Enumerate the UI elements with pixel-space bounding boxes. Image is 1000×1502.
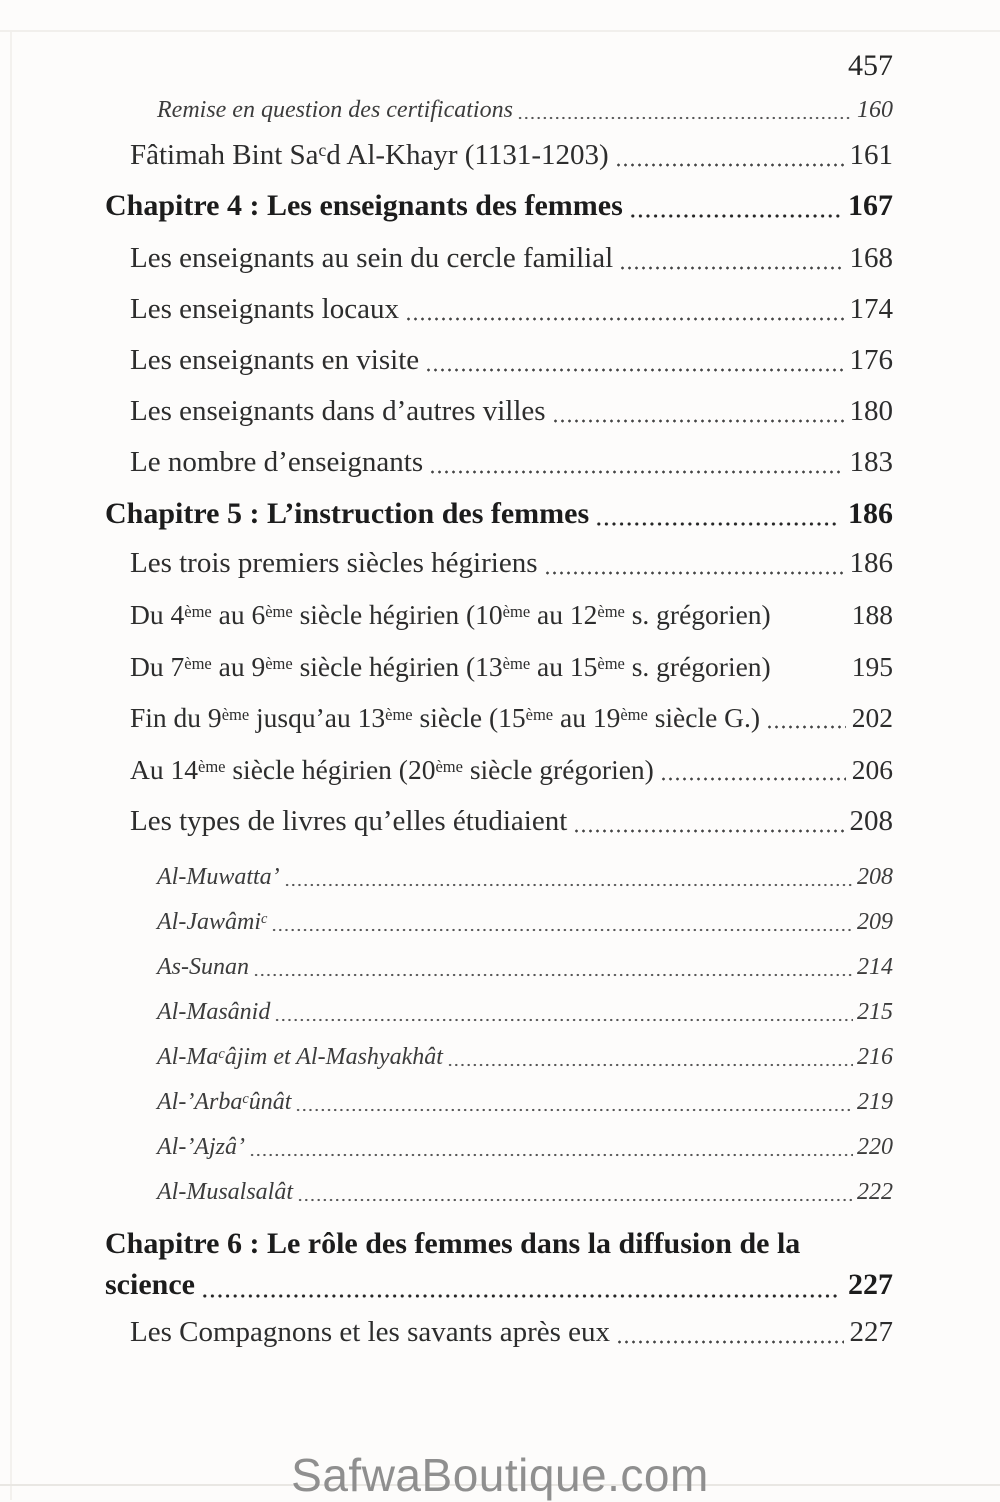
dotted-leader [619, 266, 843, 270]
dotted-leader [297, 1198, 853, 1202]
toc-entry [105, 1042, 893, 1073]
toc-entry-page: 186 [849, 547, 893, 579]
toc-entry-page: 188 [851, 599, 893, 630]
toc-entry-title: Remise en question des certifications [157, 97, 513, 123]
toc-entry-title: Al-’Arba$^c$ûnât [157, 1089, 292, 1115]
dotted-leader [284, 883, 853, 887]
toc-entry-page: 214 [857, 954, 893, 980]
toc-entry-title: Les enseignants dans d’autres villes [130, 395, 546, 427]
dotted-leader [766, 725, 846, 729]
toc-entry-title: Chapitre 4 : Les enseignants des femmes [105, 189, 623, 222]
dotted-leader [573, 829, 843, 833]
toc-entry-page: 222 [857, 1179, 893, 1205]
toc-entry [105, 291, 893, 328]
toc-entry-title: Fâtimah Bint Sa$^c$d Al-Khayr (1131-1203) [130, 139, 609, 171]
toc-entry-page: 174 [849, 293, 893, 325]
toc-entry [105, 342, 893, 379]
toc-entry-page: 176 [849, 344, 893, 376]
toc-entry [105, 803, 893, 840]
dotted-leader [777, 674, 846, 678]
toc-chapter-entry [105, 494, 893, 534]
toc-entry-title: Al-’Ajzâ’ [157, 1134, 245, 1160]
toc-entry-title: Les enseignants au sein du cercle familial [130, 242, 614, 274]
toc-entry-title: Al-Muwatta’ [157, 864, 280, 890]
toc-entry-page: 216 [857, 1044, 893, 1070]
toc-entry [105, 1177, 893, 1208]
toc-entry-title: Al-Musalsalât [157, 1179, 293, 1205]
page-edge-left [10, 32, 12, 1500]
toc-entry-title: As-Sunan [157, 954, 249, 980]
toc-entry-title: Le nombre d’enseignants [130, 446, 424, 478]
toc-entry [105, 862, 893, 893]
toc-entry [105, 997, 893, 1028]
toc-entry-page: 180 [849, 395, 893, 427]
toc-entry [105, 444, 893, 481]
toc-entry-title: Chapitre 5 : L’instruction des femmes [105, 497, 590, 530]
toc-chapter-entry [105, 186, 893, 226]
toc-entry-title: Du 4ème au 6ème siècle hégirien (10ème au 12ème s. grégorien) [130, 599, 771, 630]
toc-entry [105, 1132, 893, 1163]
toc-entry [105, 1087, 893, 1118]
page-edge-top [0, 30, 1000, 32]
toc-entry-title: Les types de livres qu’elles étudiaient [130, 805, 568, 837]
toc-entry-title: Fin du 9ème jusqu’au 13ème siècle (15ème au 19ème siècle G.) [130, 702, 761, 733]
toc-entry-title: Al-Ma$^c$âjim et Al-Mashyakhât [157, 1044, 443, 1070]
toc-entry [105, 751, 893, 788]
toc-entry-title: Les trois premiers siècles hégiriens [130, 547, 538, 579]
toc-entry-page: 160 [857, 97, 893, 123]
toc-entry-page: 208 [849, 805, 893, 837]
toc-entry [105, 648, 893, 685]
toc-entry-title: Les enseignants en visite [130, 344, 420, 376]
dotted-leader [615, 163, 844, 167]
toc-chapter-line2 [105, 1264, 893, 1306]
dotted-leader [295, 1108, 853, 1112]
toc-entry-title: Au 14ème siècle hégirien (20ème siècle grégorien) [130, 754, 654, 785]
toc-entry-page: 219 [857, 1089, 893, 1115]
toc-entry-page: 202 [851, 702, 893, 733]
dotted-leader [405, 317, 844, 321]
dotted-leader [629, 214, 840, 218]
dotted-leader [249, 1153, 853, 1157]
toc-entry-page: 220 [857, 1134, 893, 1160]
toc-entry [105, 1314, 893, 1351]
toc-entry [105, 240, 893, 277]
toc-chapter-line1 [105, 1224, 893, 1264]
dotted-leader [777, 622, 846, 626]
dotted-leader [274, 1018, 853, 1022]
toc-entry [105, 545, 893, 582]
dotted-leader [429, 470, 843, 474]
toc-entry-title: science [105, 1268, 195, 1301]
page-number: 457 [848, 49, 893, 82]
toc-entry-page: 227 [848, 1268, 893, 1301]
dotted-leader [425, 368, 843, 372]
toc-entry-page: 206 [851, 754, 893, 785]
dotted-leader [544, 571, 844, 575]
dotted-leader [595, 522, 840, 526]
toc-entry-title: Les enseignants locaux [130, 293, 399, 325]
dotted-leader [201, 1294, 840, 1298]
toc-entry [105, 596, 893, 633]
toc-entry-page: 161 [849, 139, 893, 171]
dotted-leader [253, 973, 853, 977]
dotted-leader [517, 116, 853, 120]
dotted-leader [660, 777, 846, 781]
toc-entry-page: 195 [851, 651, 893, 682]
toc-entry-page: 208 [857, 864, 893, 890]
toc-entry [105, 952, 893, 983]
toc-entry [105, 907, 893, 938]
toc-entry-page: 167 [848, 189, 893, 222]
toc-entry-title: Al-Masânid [157, 999, 271, 1025]
toc-entry-page: 186 [848, 497, 893, 530]
dotted-leader [447, 1063, 853, 1067]
toc-entry [105, 393, 893, 430]
dotted-leader [552, 419, 844, 423]
toc-content [105, 47, 893, 1351]
toc-entry-page: 227 [849, 1316, 893, 1348]
toc-entry [105, 699, 893, 736]
toc-entry-page: 168 [849, 242, 893, 274]
toc-entry-page: 183 [849, 446, 893, 478]
toc-entry [105, 95, 893, 126]
toc-entry-page: 215 [857, 999, 893, 1025]
toc-entry-page: 209 [857, 909, 893, 935]
toc-entry-title: Du 7ème au 9ème siècle hégirien (13ème au 15ème s. grégorien) [130, 651, 771, 682]
toc-entry [105, 137, 893, 174]
toc-entry-title: Chapitre 6 : Le rôle des femmes dans la diffusion de la [105, 1227, 801, 1260]
dotted-leader [271, 928, 853, 932]
toc-entry-title: Les Compagnons et les savants après eux [130, 1316, 611, 1348]
dotted-leader [616, 1340, 843, 1344]
toc-entry-title: Al-Jawâmi$^c$ [157, 909, 268, 935]
toc-chapter-entry [105, 1224, 893, 1306]
watermark-text: SafwaBoutique.com [291, 1449, 709, 1501]
